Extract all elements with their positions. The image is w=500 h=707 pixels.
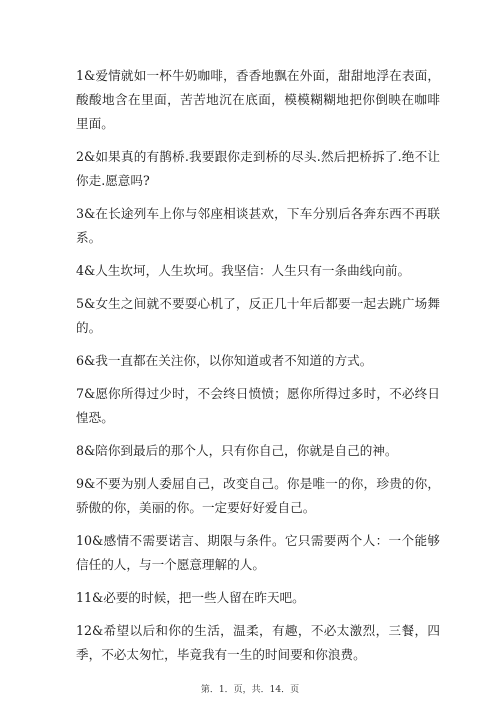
paragraph-2: 2&如果真的有鹊桥.我要跟你走到桥的尽头.然后把桥拆了.绝不让你走.愿意吗?: [76, 149, 440, 188]
document-body: [76, 64, 440, 676]
paragraph-10: 10&感情不需要诺言、期限与条件。它只需要两个人：一个能够信任的人，与一个愿意理解的人。: [76, 533, 440, 572]
paragraph-4: 4&人生坎坷，人生坎坷。我坚信：人生只有一条曲线向前。: [76, 263, 411, 278]
paragraph-1: 1&爱情就如一杯牛奶咖啡，香香地飘在外面，甜甜地浮在表面，酸酸地含在里面，苦苦地沉在底面，模模糊糊地把你倒映在咖啡里面。: [76, 68, 440, 131]
paragraph-5: 5&女生之间就不要耍心机了，反正几十年后都要一起去跳广场舞的。: [76, 296, 440, 335]
paragraph-6: 6&我一直都在关注你，以你知道或者不知道的方式。: [76, 353, 373, 368]
paragraph-7: 7&愿你所得过少时，不会终日愤愤；愿你所得过多时，不必终日惶恐。: [76, 386, 440, 425]
page-number-footer: 第．1．页，共．14．页: [200, 685, 300, 695]
paragraph-12: 12&希望以后和你的生活，温柔，有趣，不必太激烈，三餐，四季，不必太匆忙，毕竟我有一生的时间要和你浪费。: [76, 623, 440, 662]
paragraph-8: 8&陪你到最后的那个人，只有你自己，你就是自己的神。: [76, 443, 398, 458]
paragraph-11: 11&必要的时候，把一些人留在昨天吧。: [76, 590, 305, 605]
paragraph-3: 3&在长途列车上你与邻座相谈甚欢，下车分别后各奔东西不再联系。: [76, 206, 440, 245]
paragraph-9: 9&不要为别人委屈自己，改变自己。你是唯一的你，珍贵的你，骄傲的你，美丽的你。一定要好好爱自己。: [76, 476, 440, 515]
